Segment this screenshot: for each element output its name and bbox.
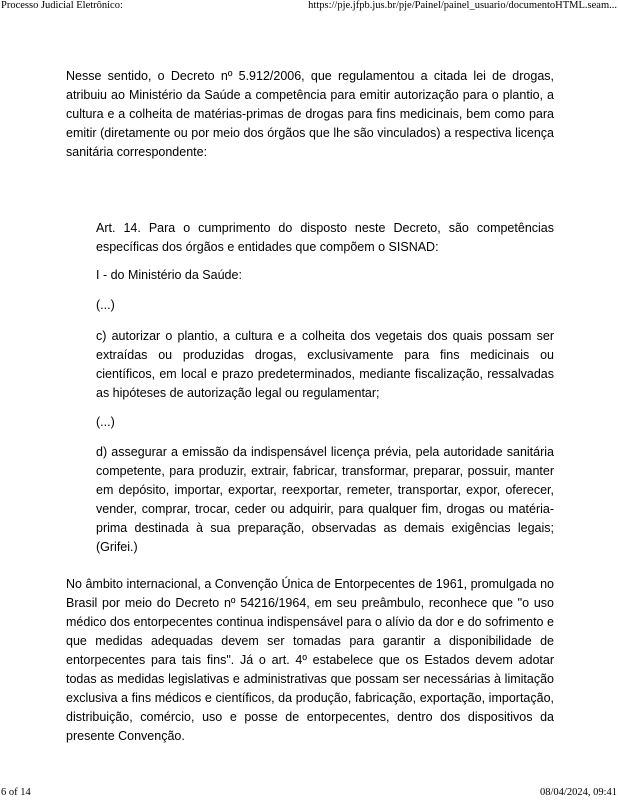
quote-art-14: Art. 14. Para o cumprimento do disposto neste Decreto, são competências específicas dos órgãos e entidades que compõem o SISNAD: xyxy=(96,221,554,254)
quote-ellipsis-1: (...) xyxy=(96,298,115,312)
header-url: https://pje.jfpb.jus.br/pje/Painel/painel_usuario/documentoHTML.seam... xyxy=(308,0,617,11)
header-page-title: Processo Judicial Eletrônico: xyxy=(1,0,123,11)
paragraph-decree: Nesse sentido, o Decreto nº 5.912/2006, que regulamentou a citada lei de drogas, atribuiu ao Ministério da Saúde a competência para emitir autorização para o plantio, a cultura e a colheita de matérias-primas de drogas para fins medicinais, bem como para emitir (diretamente ou por meio dos órgãos que lhe são vinculados) a respectiva licença sanitária correspondente: xyxy=(66,69,554,159)
quote-item-c: c) autorizar o plantio, a cultura e a colheita dos vegetais dos quais possam ser extraídas ou produzidas drogas, exclusivamente para fins medicinais ou científicos, em local e prazo predeterminados, mediante fiscalização, ressalvadas as hipóteses de autorização legal ou regulamentar; xyxy=(96,329,554,400)
footer-timestamp: 08/04/2024, 09:41 xyxy=(539,787,617,798)
quote-item-d: d) assegurar a emissão da indispensável licença prévia, pela autoridade sanitária competente, para produzir, extrair, fabricar, transformar, preparar, possuir, manter em depósito, importar, exportar, reexportar, remeter, transportar, expor, oferecer, vender, comprar, trocar, ceder ou adquirir, para qualquer fim, drogas ou matéria-prima destinada à sua preparação, observadas as demais exigências legais; (Grifei.) xyxy=(96,445,554,554)
print-footer xyxy=(0,787,618,801)
print-header xyxy=(0,0,618,14)
quote-item-i: I - do Ministério da Saúde: xyxy=(96,268,242,282)
quote-ellipsis-2: (...) xyxy=(96,415,115,429)
paragraph-convention: No âmbito internacional, a Convenção Única de Entorpecentes de 1961, promulgada no Brasil por meio do Decreto nº 54216/1964, em seu preâmbulo, reconhece que "o uso médico dos entorpecentes continua indispensável para o alívio da dor e do sofrimento e que medidas adequadas devem ser tomadas para garantir a disponibilidade de entorpecentes para tais fins". Já o art. 4º estabelece que os Estados devem adotar todas as medidas legislativas e administrativas que possam ser necessárias à limitação exclusiva a fins médicos e científicos, da produção, fabricação, exportação, importação, distribuição, comércio, uso e posse de entorpecentes, dentro dos dispositivos da presente Convenção. xyxy=(66,577,554,743)
footer-page-number: 6 of 14 xyxy=(1,787,31,798)
